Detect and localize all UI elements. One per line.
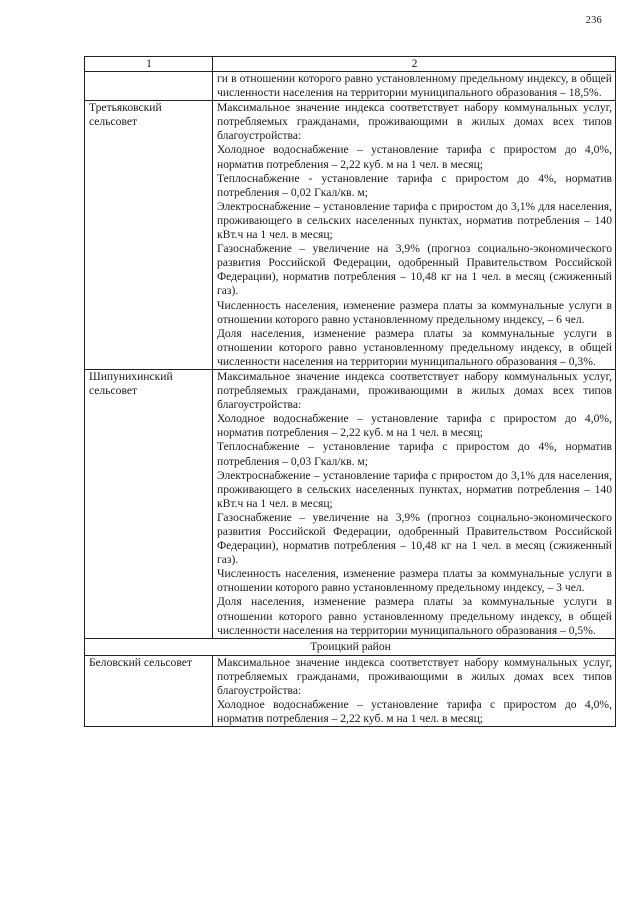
column-number-1: 1 (85, 57, 213, 72)
description-paragraph: Теплоснабжение - установление тарифа с приростом до 4%, норматив потребления – 0,02 Гкал/кв. м; (217, 171, 612, 199)
description-paragraph: Теплоснабжение – установление тарифа с приростом до 4%, норматив потребления – 0,03 Гкал/кв. м; (217, 440, 612, 468)
municipality-name: Беловский сельсовет (85, 655, 213, 726)
description-paragraph: Численность населения, изменение размера платы за коммунальные услуги в отношении которого равно установленному предельному индексу, – 6 чел. (217, 298, 612, 326)
municipality-name: Шипунихинский сельсовет (85, 369, 213, 638)
region-heading: Троицкий район (85, 638, 616, 655)
page-number: 236 (585, 15, 602, 26)
column-number-2: 2 (213, 57, 616, 72)
description-cell (213, 655, 616, 726)
description-paragraph: Электроснабжение – установление тарифа с приростом до 3,1% для населения, проживающего в сельских населенных пунктах, норматив потребления – 140 кВт.ч на 1 чел. в месяц; (217, 199, 612, 242)
region-heading-row (85, 638, 616, 655)
description-paragraph: Холодное водоснабжение – установление тарифа с приростом до 4,0%, норматив потребления – 2,22 куб. м на 1 чел. в месяц; (217, 698, 612, 726)
description-paragraph: Холодное водоснабжение – установление тарифа с приростом до 4,0%, норматив потребления – 2,22 куб. м на 1 чел. в месяц; (217, 412, 612, 440)
table-row (85, 101, 616, 370)
table-row (85, 369, 616, 638)
description-paragraph: Численность населения, изменение размера платы за коммунальные услуги в отношении которого равно установленному предельному индексу, – 3 чел. (217, 567, 612, 595)
table-header-row (85, 57, 616, 72)
description-paragraph: Доля населения, изменение размера платы за коммунальные услуги в отношении которого равно установленному предельному индексу, в общей численности населения на территории муниципального образования – 0,5%. (217, 595, 612, 637)
description-paragraph: Электроснабжение – установление тарифа с приростом до 3,1% для населения, проживающего в сельских населенных пунктах, норматив потребления – 140 кВт.ч на 1 чел. в месяц; (217, 468, 612, 510)
table-row (85, 655, 616, 726)
description-cell (213, 101, 616, 370)
municipality-name (85, 72, 213, 101)
description-cell (213, 369, 616, 638)
table-row (85, 72, 616, 101)
description-cell (213, 72, 616, 101)
description-paragraph: Газоснабжение – увеличение на 3,9% (прогноз социально-экономического развития Российской Федерации, одобренный Правительством Российской Федерации), норматив потребления – 10,48 кг на 1 чел. в месяц (сжиженный газ). (217, 242, 612, 298)
description-paragraph: ги в отношении которого равно установленному предельному индексу, в общей численности населения на территории муниципального образования – 18,5%. (217, 72, 612, 100)
description-paragraph: Холодное водоснабжение – установление тарифа с приростом до 4,0%, норматив потребления – 2,22 куб. м на 1 чел. в месяц; (217, 143, 612, 171)
description-paragraph: Максимальное значение индекса соответствует набору коммунальных услуг, потребляемых гражданами, проживающими в жилых домах всех типов благоустройства: (217, 655, 612, 697)
tariff-index-table (84, 56, 616, 727)
municipality-name: Третьяковский сельсовет (85, 101, 213, 370)
description-paragraph: Максимальное значение индекса соответствует набору коммунальных услуг, потребляемых гражданами, проживающими в жилых домах всех типов благоустройства: (217, 369, 612, 412)
description-paragraph: Газоснабжение – увеличение на 3,9% (прогноз социально-экономического развития Российской Федерации, одобренный Правительством Российской Федерации), норматив потребления – 10,48 кг на 1 чел. в месяц (сжиженный газ). (217, 510, 612, 567)
description-paragraph: Доля населения, изменение размера платы за коммунальные услуги в отношении которого равно установленному предельному индексу, в общей численности населения на территории муниципального образования – 0,3%. (217, 326, 612, 368)
description-paragraph: Максимальное значение индекса соответствует набору коммунальных услуг, потребляемых гражданами, проживающими в жилых домах всех типов благоустройства: (217, 101, 612, 143)
